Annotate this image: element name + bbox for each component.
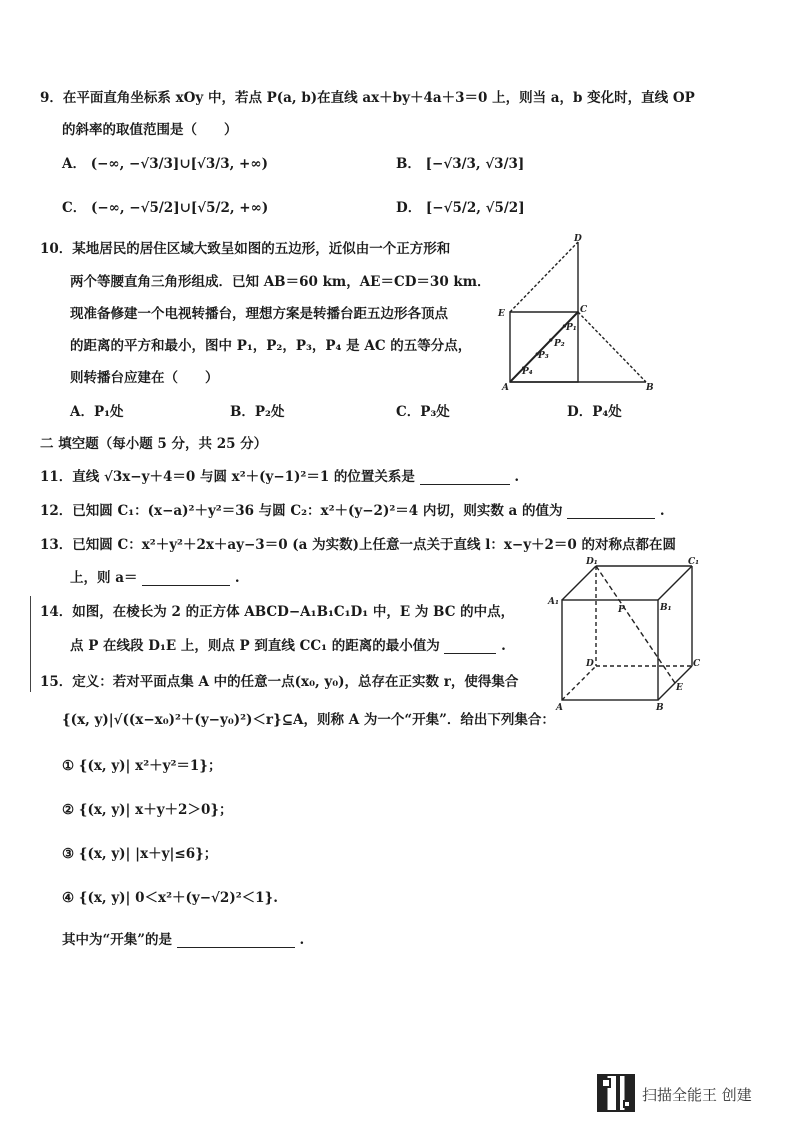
- q10-line1: 10．某地居民的居住区域大致呈如图的五边形，近似由一个正方形和: [40, 241, 451, 257]
- q14-cube-figure: [548, 556, 708, 712]
- q9-option-d: [396, 196, 525, 216]
- q9-line2: 的斜率的取值范围是（ ）: [62, 122, 238, 138]
- cube-label-e: E: [676, 683, 683, 693]
- cube-label-b1: B₁: [660, 603, 672, 613]
- q12-text: 12．已知圆 C₁：(x−a)²＋y²＝36 与圆 C₂：x²＋(y−2)²＝4 内切，则实数 a 的值为: [40, 503, 563, 519]
- q14-line1: 14．如图，在棱长为 2 的正方体 ABCD−A₁B₁C₁D₁ 中，E 为 BC 的中点，: [40, 604, 515, 620]
- fig-label-c: C: [580, 305, 588, 315]
- cube-label-c: C: [693, 659, 701, 669]
- q15-ask-text: 其中为“开集”的是: [62, 932, 173, 948]
- q9-option-a: [62, 152, 268, 172]
- cube-label-c1: C₁: [688, 557, 700, 567]
- q15-item2: ② {(x, y)| x＋y＋2＞0}；: [62, 802, 233, 818]
- q15-line2: {(x, y)|√((x−x₀)²＋(y−y₀)²)＜r}⊆A，则称 A 为一个“开集”．给出下列集合：: [62, 712, 555, 728]
- q15-answer-blank[interactable]: [177, 946, 295, 948]
- q10-line3: 现准备修建一个电视转播台，理想方案是转播台距五边形各顶点: [70, 306, 448, 322]
- q11-text: 11．直线 √3x−y＋4＝0 与圆 x²＋(y−1)²＝1 的位置关系是: [40, 469, 415, 485]
- q11: [40, 465, 519, 485]
- fig-label-a: A: [502, 383, 509, 393]
- q10-option-a: A．P₁处: [70, 404, 124, 420]
- q13-answer-blank[interactable]: [142, 584, 230, 586]
- q12-answer-blank[interactable]: [567, 517, 655, 519]
- q9-option-c-label: C．: [62, 200, 87, 216]
- q9-option-b-label: B．: [396, 156, 421, 172]
- cube-label-a: A: [556, 703, 563, 713]
- q14-answer-blank[interactable]: [444, 652, 496, 654]
- qr-code-icon: [597, 1074, 635, 1112]
- fig-label-e: E: [498, 309, 505, 319]
- q9-option-d-label: D．: [396, 200, 422, 216]
- q12-end: .: [659, 503, 665, 519]
- q10-line5: 则转播台应建在（ ）: [70, 370, 219, 386]
- cube-label-p: P: [618, 605, 625, 615]
- q11-end: .: [514, 469, 520, 485]
- cube-label-d: D: [586, 659, 594, 669]
- q9-option-d-text: [−√5/2, √5/2]: [425, 200, 525, 216]
- q14-line2: [70, 634, 506, 654]
- q15-item3: ③ {(x, y)| |x＋y|≤6}；: [62, 846, 218, 862]
- scanner-watermark: 扫描全能王 创建: [642, 1086, 752, 1104]
- cube-label-b: B: [656, 703, 664, 713]
- q12: [40, 499, 665, 519]
- q10-pentagon-figure: [496, 232, 656, 392]
- cube-label-d1: D₁: [586, 557, 598, 567]
- fig-label-p4: P₄: [522, 367, 533, 377]
- q9-option-a-text: (−∞, −√3/3]∪[√3/3, +∞): [90, 156, 268, 172]
- fig-label-p3: P₃: [538, 351, 549, 361]
- q11-answer-blank[interactable]: [420, 483, 510, 485]
- q9-option-b-text: [−√3/3, √3/3]: [425, 156, 525, 172]
- fig-label-p1: P₁: [566, 323, 577, 333]
- q14-end: .: [501, 638, 506, 654]
- q15-item1: ① {(x, y)| x²＋y²＝1}；: [62, 758, 222, 774]
- q14-line2-text: 点 P 在线段 D₁E 上，则点 P 到直线 CC₁ 的距离的最小值为: [70, 638, 440, 654]
- q10-option-d: D．P₄处: [567, 404, 622, 420]
- section-2-title: 二 填空题（每小题 5 分，共 25 分）: [40, 436, 268, 452]
- q13-end: .: [234, 570, 240, 586]
- q15-line1: 15．定义：若对平面点集 A 中的任意一点(x₀, y₀)，总存在正实数 r，使得集合: [40, 674, 519, 690]
- q15-end: .: [299, 932, 305, 948]
- margin-bracket: [30, 596, 33, 692]
- q9-option-b: [396, 152, 524, 172]
- q9-line1: 9．在平面直角坐标系 xOy 中，若点 P(a, b)在直线 ax＋by＋4a＋3＝0 上，则当 a，b 变化时，直线 OP: [40, 90, 695, 106]
- q13-line2: [70, 566, 240, 586]
- q13-line2-text: 上，则 a＝: [70, 570, 138, 586]
- q15-item4: ④ {(x, y)| 0＜x²＋(y−√2)²＜1}.: [62, 890, 278, 906]
- q13-line1: 13．已知圆 C：x²＋y²＋2x＋ay−3＝0 (a 为实数)上任意一点关于直线 l：x−y＋2＝0 的对称点都在圆: [40, 537, 677, 553]
- q9-option-c-text: (−∞, −√5/2]∪[√5/2, +∞): [90, 200, 269, 216]
- q15-ask: [62, 928, 304, 948]
- q10-option-c: C．P₃处: [396, 404, 450, 420]
- q9-option-c: [62, 196, 268, 216]
- q10-option-b: B．P₂处: [230, 404, 285, 420]
- fig-label-b: B: [646, 383, 654, 393]
- q10-line2: 两个等腰直角三角形组成．已知 AB＝60 km，AE＝CD＝30 km．: [70, 274, 491, 290]
- q10-line4: 的距离的平方和最小，图中 P₁，P₂，P₃，P₄ 是 AC 的五等分点，: [70, 338, 472, 354]
- q9-option-a-label: A．: [62, 156, 86, 172]
- cube-label-a1: A₁: [548, 597, 559, 607]
- fig-label-p2: P₂: [554, 339, 565, 349]
- fig-label-d: D: [574, 234, 582, 244]
